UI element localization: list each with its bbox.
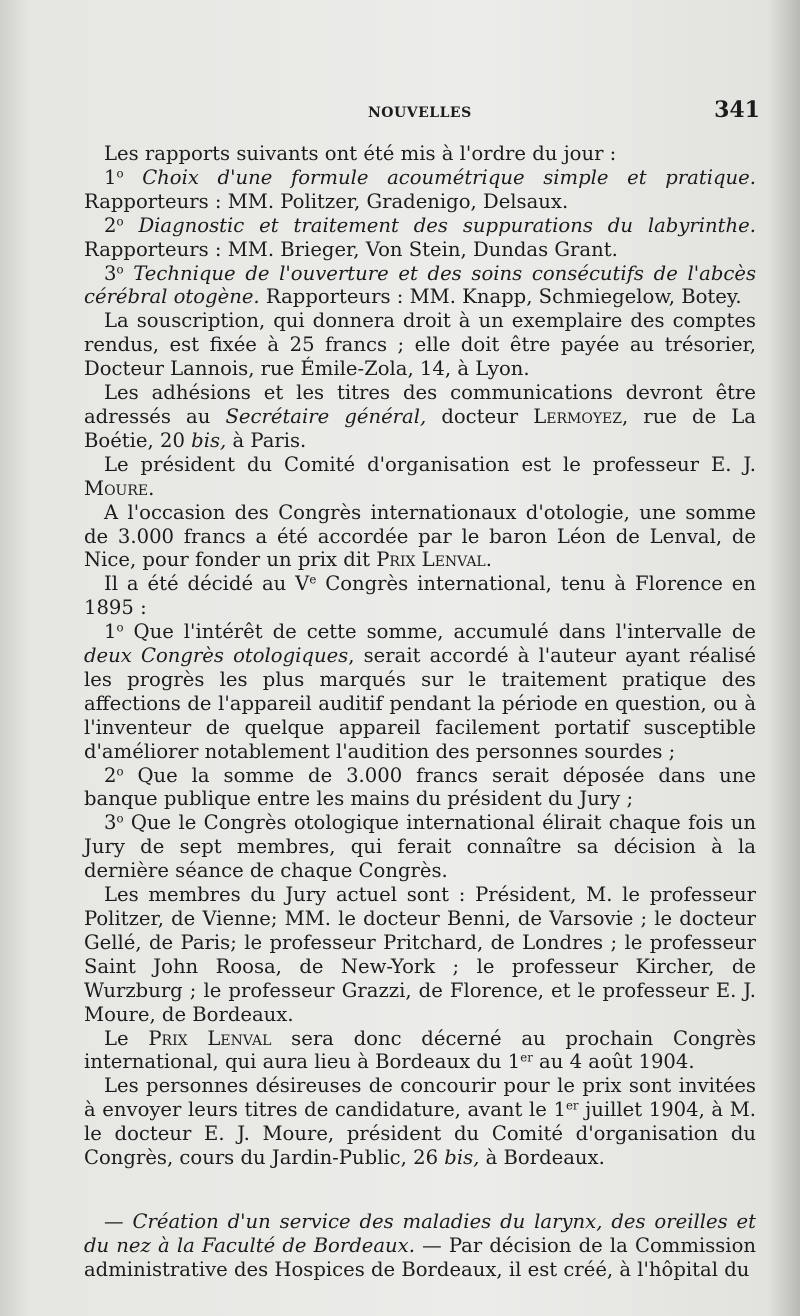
paragraph-jury-members: Les membres du Jury actuel sont : Président, M. le professeur Politzer, de Vienne; MM. le docteur Benni, de Varsovie ; le docteur Gellé, de Paris; le professeur Pritchard, de Londres ; le professeur Saint John Roosa, de New-York ; le professeur Kircher, de Wurzburg ; le professeur Grazzi, de Florence, et le professeur E. J. Moure, de Bordeaux. [84, 883, 756, 1026]
agenda-item-3: 3$^o$ Technique de l'ouverture et des soins consécutifs de l'abcès cérébral otogène. Rapporteurs : MM. Knapp, Schmiegelow, Botey. [84, 261, 757, 309]
body-text [84, 142, 756, 1282]
paragraph-new-service: — Création d'un service des maladies du larynx, des oreilles et du nez à la Faculté de Bordeaux. — Par décision de la Commission administrative des Hospices de Bordeaux, il est créé, à l'hôpital du [84, 1209, 757, 1281]
page-number: 341 [714, 97, 760, 123]
agenda-item-2: 2$^o$ Diagnostic et traitement des suppurations du labyrinthe. Rapporteurs : MM. Brieger, Von Stein, Dundas Grant. [84, 213, 756, 261]
decision-item-3: 3$^o$ Que le Congrès otologique international élirait chaque fois un Jury de sept membres, qui ferait connaître sa décision à la dernière séance de chaque Congrès. [84, 811, 756, 883]
section-gap [84, 1170, 756, 1210]
paragraph-agenda-intro: Les rapports suivants ont été mis à l'ordre du jour : [104, 142, 617, 165]
page-header [78, 97, 760, 127]
decision-item-2: 2$^o$ Que la somme de 3.000 francs serait déposée dans une banque publique entre les mains du président du Jury ; [84, 763, 756, 811]
paragraph-lenval-prize: A l'occasion des Congrès internationaux d'otologie, une somme de 3.000 francs a été accordée par le baron Léon de Lenval, de Nice, pour fonder un prix dit Prix Lenval. [84, 500, 756, 572]
paragraph-candidature: Les personnes désireuses de concourir pour le prix sont invitées à envoyer leurs titres de candidature, avant le 1er juillet 1904, à M. le docteur E. J. Moure, président du Comité d'organisation du Congrès, cours du Jardin-Public, 26 bis, à Bordeaux. [84, 1074, 756, 1170]
paragraph-adhesions: Les adhésions et les titres des communications devront être adressés au Secrétaire général, docteur Lermoyez, rue de La Boétie, 20 bis, à Paris. [84, 381, 756, 452]
decision-item-1: 1$^o$ Que l'intérêt de cette somme, accumulé dans l'intervalle de deux Congrès otologiques, serait accordé à l'auteur ayant réalisé les progrès les plus marqués sur le traitement pratique des affections de l'appareil auditif pendant la période en question, ou à l'inventeur de quelque appareil facilement portatif susceptible d'améliorer notablement l'audition des personnes sourdes ; [84, 620, 756, 763]
paragraph-next-congress: Le Prix Lenval sera donc décerné au prochain Congrès international, qui aura lieu à Bordeaux du 1er au 4 août 1904. [84, 1026, 756, 1074]
paragraph-subscription: La souscription, qui donnera droit à un exemplaire des comptes rendus, est fixée à 25 francs ; elle doit être payée au trésorier, Docteur Lannois, rue Émile-Zola, 14, à Lyon. [84, 309, 756, 381]
agenda-item-1: 1$^o$ Choix d'une formule acoumétrique simple et pratique. Rapporteurs : MM. Politzer, Gradenigo, Delsaux. [84, 165, 756, 213]
running-head: NOUVELLES [368, 105, 472, 121]
paragraph-president: Le président du Comité d'organisation est le professeur E. J. Moure. [84, 452, 756, 500]
paragraph-florence-decision: Il a été décidé au Ve Congrès international, tenu à Florence en 1895 : [84, 572, 756, 620]
